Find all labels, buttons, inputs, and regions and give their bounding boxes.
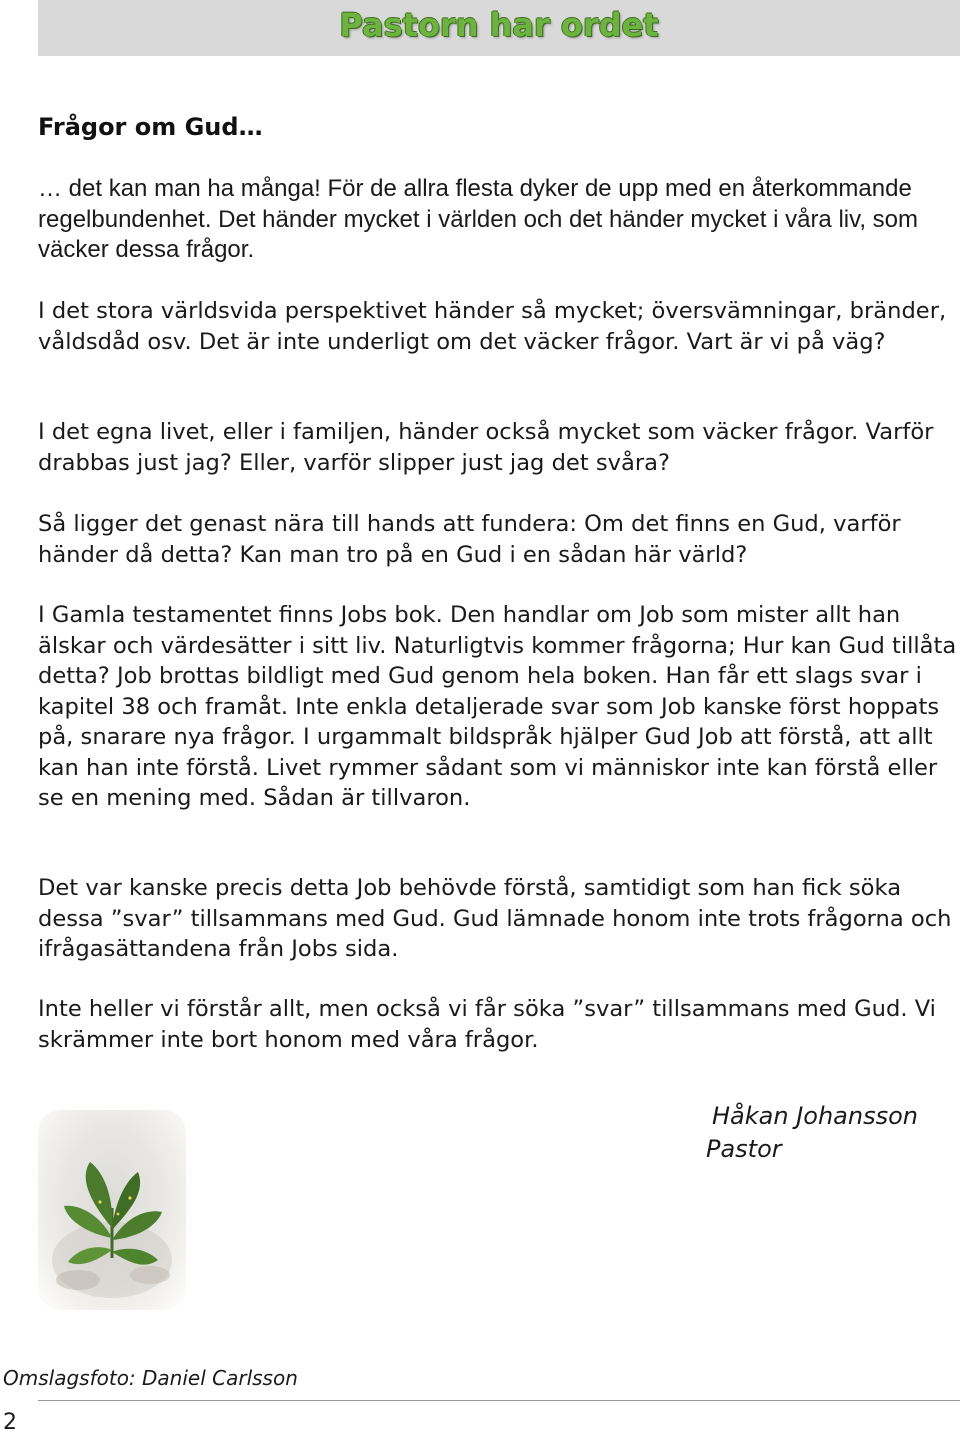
article-paragraph-7: Inte heller vi förstår allt, men också vi får söka ”svar” tillsammans med Gud. Vi skrämmer inte bort honom med våra frågor. — [38, 996, 936, 1053]
footer-divider — [38, 1400, 960, 1401]
plant-photo — [38, 1110, 186, 1310]
page-number: 2 — [3, 1410, 17, 1435]
article-paragraph-1: … det kan man ha många! För de allra flesta dyker de upp med en återkommande regelbundenhet. Det händer mycket i världen och det händer mycket i våra liv, som väcker dessa frågor. — [38, 175, 919, 263]
signature-title: Pastor — [706, 1135, 782, 1163]
signature — [706, 1100, 918, 1166]
plant-illustration — [38, 1110, 186, 1310]
article-paragraph-5: I Gamla testamentet finns Jobs bok. Den handlar om Job som mister allt han älskar och värdesätter i sitt liv. Naturligtvis kommer frågorna; Hur kan Gud tillåta detta? Job brottas bildligt med Gud genom hela boken. Han får ett slags svar i kapitel 38 och framåt. Inte enkla detaljerade svar som Job kanske först hoppats på, snarare nya frågor. I urgammalt bildspråk hjälper Gud Job att förstå, att allt kan han inte förstå. Livet rymmer sådant som vi människor inte kan förstå eller se en mening med. Sådan är tillvaron. — [38, 602, 957, 811]
signature-name: Håkan Johansson — [712, 1102, 918, 1130]
article-heading: Frågor om Gud… — [38, 113, 263, 141]
page-title: Pastorn har ordet — [339, 6, 659, 44]
article-paragraph-6: Det var kanske precis detta Job behövde förstå, samtidigt som han fick söka dessa ”svar” tillsammans med Gud. Gud lämnade honom inte trots frågorna och ifrågasättandena från Jobs sida. — [38, 875, 952, 962]
article-paragraph-2: I det stora världsvida perspektivet händer så mycket; översvämningar, bränder, våldsdåd osv. Det är inte underligt om det väcker frågor. Vart är vi på väg? — [38, 298, 947, 355]
header-banner — [38, 0, 960, 56]
photo-credit: Omslagsfoto: Daniel Carlsson — [3, 1366, 298, 1390]
article-paragraph-3: I det egna livet, eller i familjen, händer också mycket som väcker frågor. Varför drabbas just jag? Eller, varför slipper just jag det svåra? — [38, 419, 934, 476]
article-paragraph-4: Så ligger det genast nära till hands att fundera: Om det finns en Gud, varför händer då detta? Kan man tro på en Gud i en sådan här värld? — [38, 511, 901, 568]
